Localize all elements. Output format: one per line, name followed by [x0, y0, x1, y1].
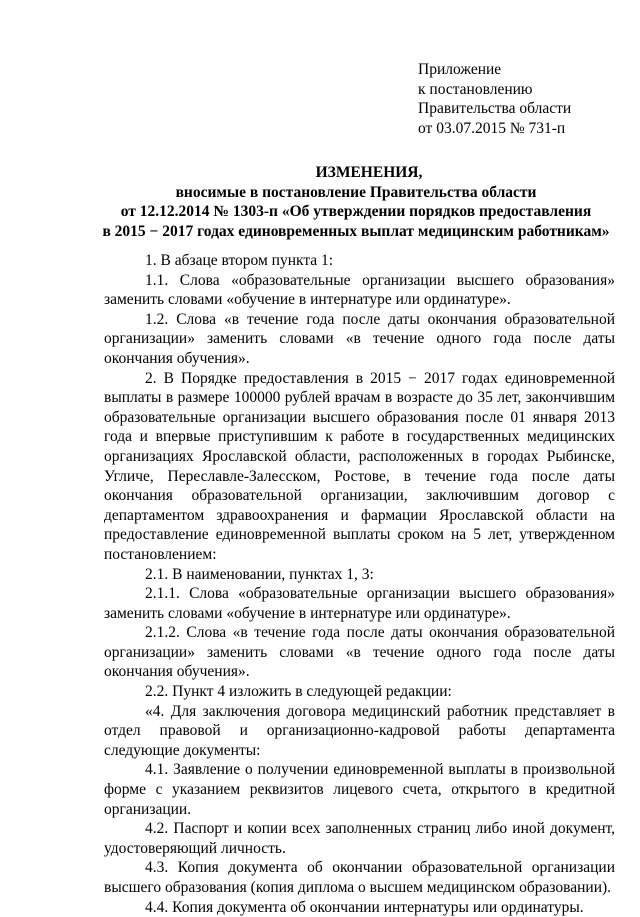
paragraph: 1.2. Слова «в течение года после даты окончания образовательной организации» заменить словами «в течение одного года после даты окончания обучения».	[104, 310, 615, 367]
paragraph: 2.1.1. Слова «образовательные организации высшего образования» заменить словами «обучение в интернатуре или ординатуре».	[104, 585, 615, 622]
annex-line: Приложение	[418, 61, 502, 78]
paragraph: 4.2. Паспорт и копии всех заполненных страниц либо иной документ, удостоверяющий личность.	[104, 820, 615, 857]
paragraph: 2.2. Пункт 4 изложить в следующей редакции:	[145, 683, 452, 701]
paragraph: 4.1. Заявление о получении единовременной выплаты в произвольной форме с указанием реквизитов лицевого счета, открытого в кредитной организации.	[104, 761, 615, 818]
paragraph: 2.1.2. Слова «в течение года после даты окончания образовательной организации» заменить словами «в течение одного года после даты окончания обучения».	[104, 624, 615, 681]
annex-line: Правительства области	[418, 100, 572, 117]
heading-line: в 2015 − 2017 годах единовременных выплат медицинским работникам»	[102, 222, 610, 240]
annex-line: к постановлению	[418, 80, 533, 98]
paragraph: 4.4. Копия документа об окончании интернатуры или ординатуры.	[145, 898, 584, 916]
document-title: ИЗМЕНЕНИЯ,	[315, 164, 423, 181]
paragraph: 2.1. В наименовании, пунктах 1, 3:	[145, 565, 374, 583]
heading-line: вносимые в постановление Правительства области	[175, 183, 537, 201]
document-body	[104, 251, 615, 917]
paragraph: 1. В абзаце втором пункта 1:	[145, 252, 334, 269]
paragraph: 1.1. Слова «образовательные организации высшего образования» заменить словами «обучение в интернатуре или ординатуре».	[104, 271, 615, 309]
paragraph: 2. В Порядке предоставления в 2015 − 2017 годах единовременной выплаты в размере 100000 рублей врачам в возрасте до 35 лет, закончившим образовательные организации высшего образования после 01 января 2013 года и впервые приступившим к работе в государственных медицинских организациях Ярославской области, расположенных в городах Рыбинске, Угличе, Переславле-Залесском, Ростове, в течение года после даты окончания образовательной организации, заключившим договор с департаментом здравоохранения и фармации Ярославской области на предоставление единовременной выплаты сроком на 5 лет, утвержденном постановлением:	[104, 369, 615, 563]
paragraph: «4. Для заключения договора медицинский работник представляет в отдел правовой и организационно-кадровой работы департамента следующие документы:	[104, 702, 615, 759]
document-heading	[96, 163, 616, 241]
paragraph: 4.3. Копия документа об окончании образовательной организации высшего образования (копия диплома о высшем медицинском образовании).	[104, 859, 615, 896]
heading-line: от 12.12.2014 № 1303-п «Об утверждении порядков предоставления	[120, 203, 592, 220]
annex-block	[418, 60, 618, 138]
annex-line: от 03.07.2015 № 731-п	[418, 119, 566, 137]
